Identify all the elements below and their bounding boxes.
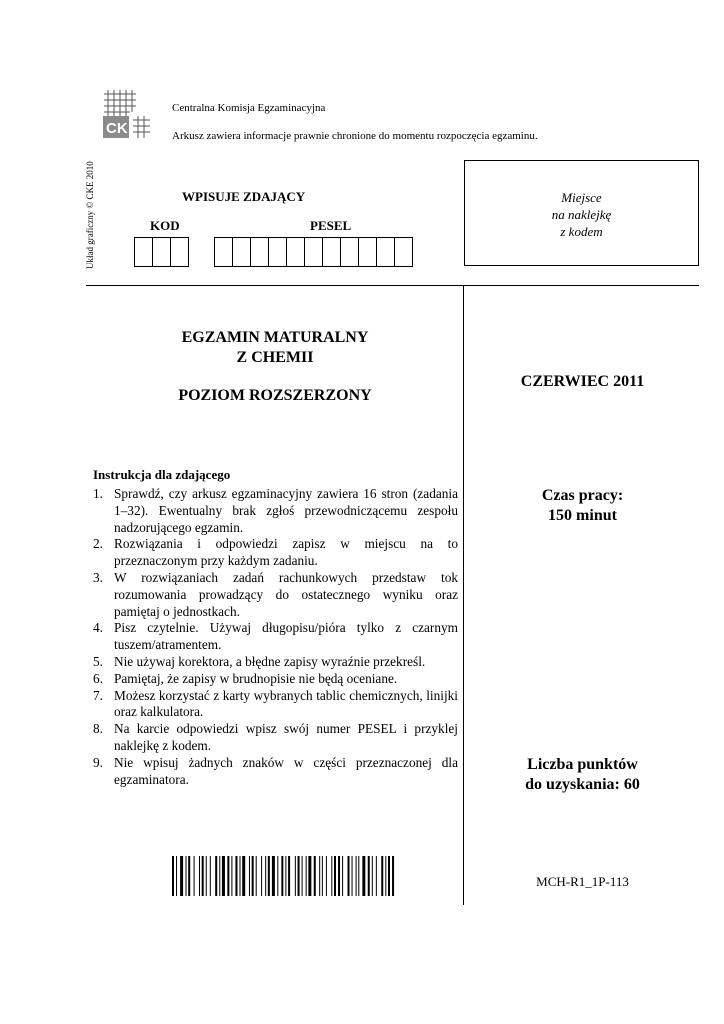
barcode-bar (188, 856, 190, 896)
protection-notice: Arkusz zawiera informacje prawnie chronione do momentu rozpoczęcia egzaminu. (172, 130, 538, 142)
barcode-bar (358, 856, 359, 896)
barcode-bar (242, 856, 245, 896)
points-line-2: do uzyskania: 60 (525, 776, 640, 793)
barcode (172, 856, 458, 896)
barcode-bar (314, 856, 316, 896)
instruction-item (93, 721, 458, 755)
barcode-bar (295, 856, 296, 896)
barcode-bar (368, 856, 370, 896)
barcode-bar (231, 856, 232, 896)
pesel-input-boxes[interactable] (214, 237, 412, 267)
barcode-bar (388, 856, 390, 896)
exam-date: CZERWIEC 2011 (520, 373, 645, 390)
barcode-bar (199, 856, 200, 896)
barcode-bar (272, 856, 275, 896)
barcode-bar (319, 856, 320, 896)
pesel-label: PESEL (310, 218, 352, 233)
vertical-divider (463, 285, 464, 905)
barcode-bar (240, 856, 241, 896)
barcode-bar (186, 856, 187, 896)
barcode-bar (285, 856, 286, 896)
exam-code: MCH-R1_1P-113 (536, 874, 629, 889)
barcode-bar (172, 856, 174, 896)
barcode-bar (381, 856, 383, 896)
exam-level: POZIOM ROZSZERZONY (178, 387, 372, 404)
barcode-bar (227, 856, 229, 896)
barcode-bar (372, 856, 373, 896)
barcode-bar (348, 856, 350, 896)
instruction-text: Możesz korzystać z karty wybranych tablic chemicznych, linijki oraz kalkulatora. (114, 687, 458, 720)
svg-text:CK: CK (106, 120, 128, 137)
barcode-bar (338, 856, 340, 896)
pesel-box[interactable] (340, 237, 359, 267)
pesel-box[interactable] (232, 237, 251, 267)
barcode-bar (356, 856, 357, 896)
instruction-number: 3. (93, 569, 103, 585)
kod-box[interactable] (134, 237, 153, 267)
instruction-item (93, 688, 458, 722)
pesel-box[interactable] (304, 237, 323, 267)
instruction-text: Sprawdź, czy arkusz egzaminacyjny zawiera 16 stron (zadania 1–32). Ewentualny brak zgłoś przewodniczącemu zespołu nadzorującego egzamin. (114, 486, 458, 535)
instruction-item (93, 536, 458, 570)
duration-line-2: 150 minut (548, 507, 617, 524)
instruction-text: Na karcie odpowiedzi wpisz swój numer PESEL i przyklej naklejkę z kodem. (114, 721, 458, 753)
instruction-item (93, 486, 458, 536)
barcode-bar (265, 856, 266, 896)
instruction-number: 8. (93, 721, 103, 737)
instruction-number: 7. (93, 687, 103, 703)
barcode-bar (194, 856, 195, 896)
instruction-item (93, 755, 458, 789)
instruction-text: Pisz czytelnie. Używaj długopisu/pióra tylko z czarnym tuszem/atramentem. (114, 620, 458, 653)
barcode-bar (376, 856, 377, 896)
barcode-bar (334, 856, 336, 896)
instruction-text: Nie wpisuj żadnych znaków w części przeznaczonej dla egzaminatora. (114, 754, 458, 787)
pesel-box[interactable] (358, 237, 377, 267)
instruction-text: W rozwiązaniach zadań rachunkowych przedstaw tok rozumowania prowadzący do ostatecznego wyniku oraz pamiętaj o jednostkach. (114, 569, 458, 619)
barcode-bar (352, 856, 353, 896)
instruction-number: 5. (93, 653, 103, 669)
points-info (470, 755, 695, 795)
cke-logo (100, 88, 152, 140)
pesel-box[interactable] (214, 237, 233, 267)
barcode-bar (206, 856, 207, 896)
barcode-bar (385, 856, 386, 896)
pesel-box[interactable] (286, 237, 305, 267)
instruction-number: 9. (93, 754, 103, 770)
instructions-list (93, 486, 458, 788)
horizontal-divider (86, 285, 699, 286)
barcode-bar (261, 856, 262, 896)
sticker-line-2: na naklejkę (551, 207, 612, 222)
kod-input-boxes[interactable] (134, 237, 188, 267)
barcode-bar (252, 856, 254, 896)
barcode-bar (326, 856, 327, 896)
points-line-1: Liczba punktów (527, 756, 638, 773)
institution-name: Centralna Komisja Egzaminacyjna (172, 102, 326, 114)
barcode-bar (298, 856, 300, 896)
exam-title-line-1: EGZAMIN MATURALNY (181, 329, 369, 346)
instruction-text: Pamiętaj, że zapisy w brudnopisie nie będą oceniane. (114, 670, 398, 686)
pesel-box[interactable] (394, 237, 413, 267)
instruction-text: Rozwiązania i odpowiedzi zapisz w miejscu na to przeznaczonym przy każdym zadaniu. (114, 536, 458, 569)
kod-label: KOD (150, 218, 180, 233)
kod-box[interactable] (152, 237, 171, 267)
id-section-title: WPISUJE ZDAJĄCY (182, 189, 306, 204)
sticker-line-3: z kodem (560, 224, 603, 239)
pesel-box[interactable] (376, 237, 395, 267)
barcode-bar (392, 856, 394, 896)
instruction-number: 2. (93, 536, 103, 552)
kod-box[interactable] (170, 237, 189, 267)
barcode-bar (210, 856, 211, 896)
instruction-number: 1. (93, 486, 103, 501)
barcode-bar (222, 856, 225, 896)
instruction-text: Nie używaj korektora, a błędne zapisy wyraźnie przekreśl. (114, 653, 426, 669)
barcode-bar (288, 856, 290, 896)
barcode-bar (362, 856, 365, 896)
sticker-line-1: Miejsce (561, 190, 602, 205)
barcode-bar (306, 856, 307, 896)
instructions-title: Instrukcja dla zdającego (93, 467, 231, 482)
barcode-bar (202, 856, 204, 896)
instruction-item (93, 671, 458, 688)
copyright-side-text: Układ graficzny © CKE 2010 (85, 161, 95, 269)
barcode-bar (322, 856, 323, 896)
barcode-bar (256, 856, 257, 896)
barcode-bar (180, 856, 183, 896)
pesel-box[interactable] (250, 237, 269, 267)
barcode-bar (268, 856, 270, 896)
barcode-bar (281, 856, 283, 896)
barcode-bar (342, 856, 343, 896)
barcode-bar (308, 856, 311, 896)
pesel-box[interactable] (268, 237, 287, 267)
instruction-item (93, 654, 458, 671)
exam-duration (470, 486, 695, 526)
instruction-item (93, 620, 458, 654)
barcode-bar (277, 856, 278, 896)
barcode-bar (219, 856, 220, 896)
barcode-bar (249, 856, 250, 896)
pesel-box[interactable] (322, 237, 341, 267)
duration-line-1: Czas pracy: (541, 487, 624, 504)
barcode-bar (331, 856, 332, 896)
instruction-number: 4. (93, 620, 103, 636)
exam-title-line-2: Z CHEMII (236, 349, 314, 366)
exam-title (120, 328, 430, 368)
barcode-bar (215, 856, 217, 896)
instruction-item (93, 570, 458, 620)
barcode-bar (302, 856, 303, 896)
barcode-bar (176, 856, 177, 896)
sticker-placeholder (464, 160, 699, 266)
instruction-number: 6. (93, 670, 103, 686)
barcode-bar (235, 856, 237, 896)
